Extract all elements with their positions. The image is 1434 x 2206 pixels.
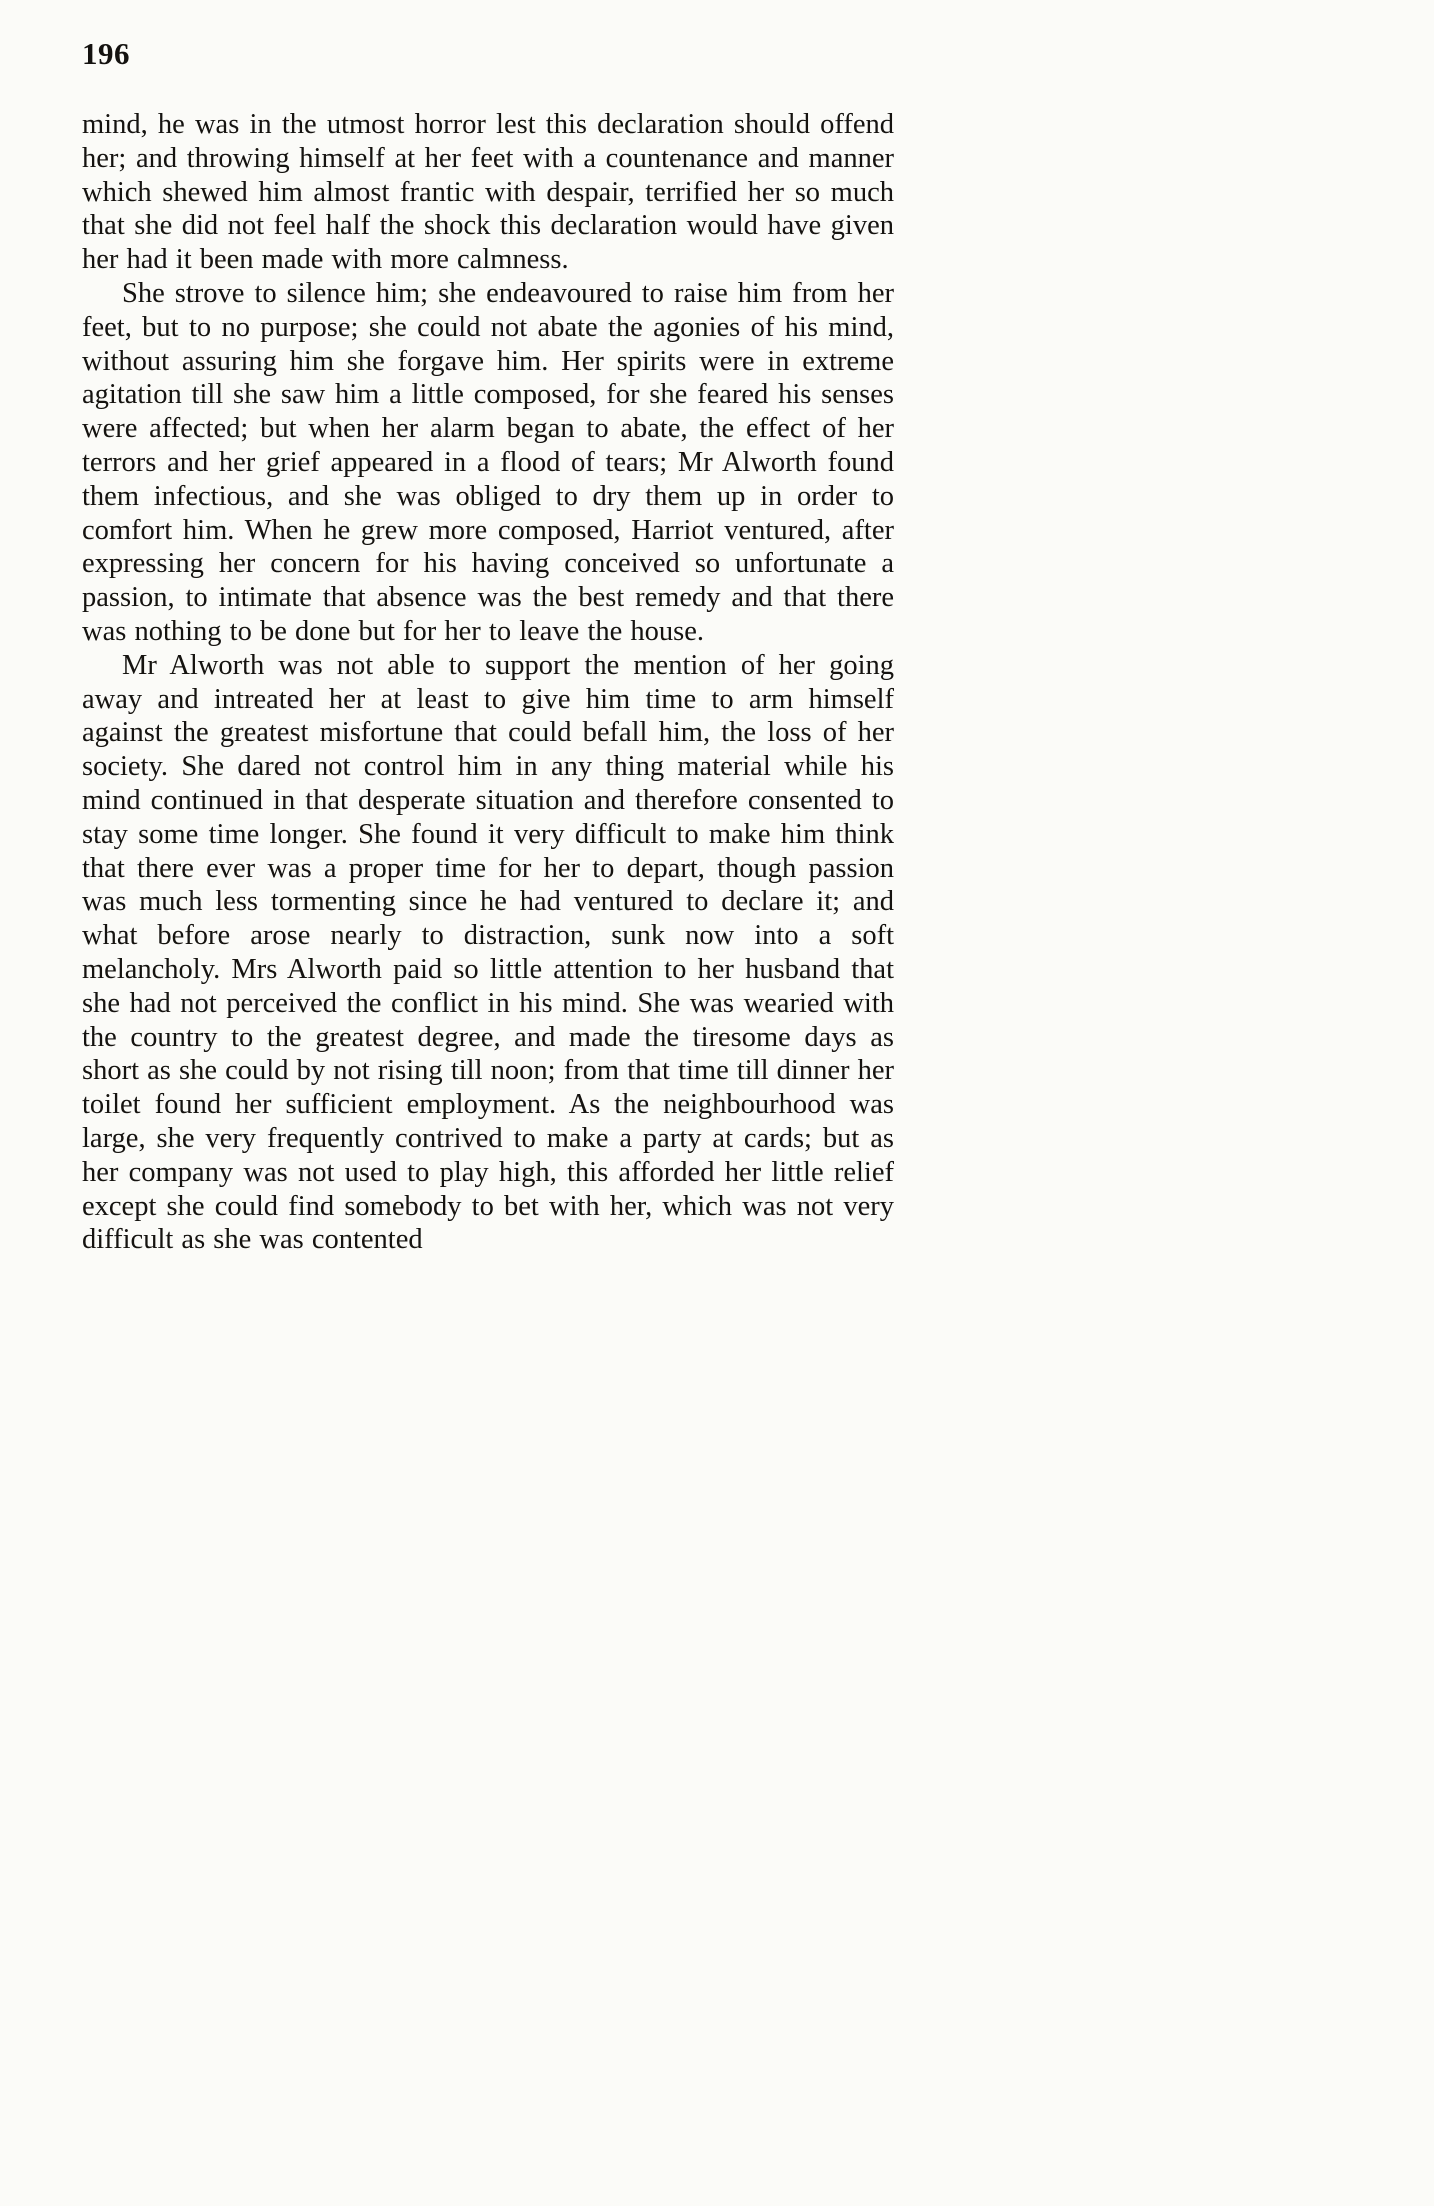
paragraph-2: She strove to silence him; she endeavoured to raise him from her feet, but to no purpose; she could not abate the agonies of his mind, without assuring him she forgave him. Her spirits were in extreme agitation till she saw him a little composed, for she feared his senses were affected; but when her alarm began to abate, the effect of her terrors and her grief appeared in a flood of tears; Mr Alworth found them infectious, and she was obliged to dry them up in order to comfort him. When he grew more composed, Harriot ventured, after expressing her concern for his having conceived so unfortunate a passion, to intimate that absence was the best remedy and that there was nothing to be done but for her to leave the house. <box>82 277 894 647</box>
paragraph-1: mind, he was in the utmost horror lest this declaration should offend her; and throwing himself at her feet with a countenance and manner which shewed him almost frantic with despair, terrified her so much that she did not feel half the shock this declaration would have given her had it been made with more calmness. <box>82 109 894 276</box>
paragraph-3: Mr Alworth was not able to support the mention of her going away and intreated her at least to give him time to arm himself against the greatest misfortune that could befall him, the loss of her society. She dared not control him in any thing material while his mind continued in that desperate situation and therefore consented to stay some time longer. She found it very difficult to make him think that there ever was a proper time for her to depart, though passion was much less tormenting since he had ventured to declare it; and what before arose nearly to distraction, sunk now into a soft melancholy. Mrs Alworth paid so little attention to her husband that she had not perceived the conflict in his mind. She was wearied with the country to the greatest degree, and made the tiresome days as short as she could by not rising till noon; from that time till dinner her toilet found her sufficient employment. As the neighbourhood was large, she very frequently contrived to make a party at cards; but as her company was not used to play high, this afforded her little relief except she could find somebody to bet with her, which was not very difficult as she was contented <box>82 649 894 1256</box>
page-number: 196 <box>82 36 130 71</box>
page-text-block <box>82 108 894 1257</box>
